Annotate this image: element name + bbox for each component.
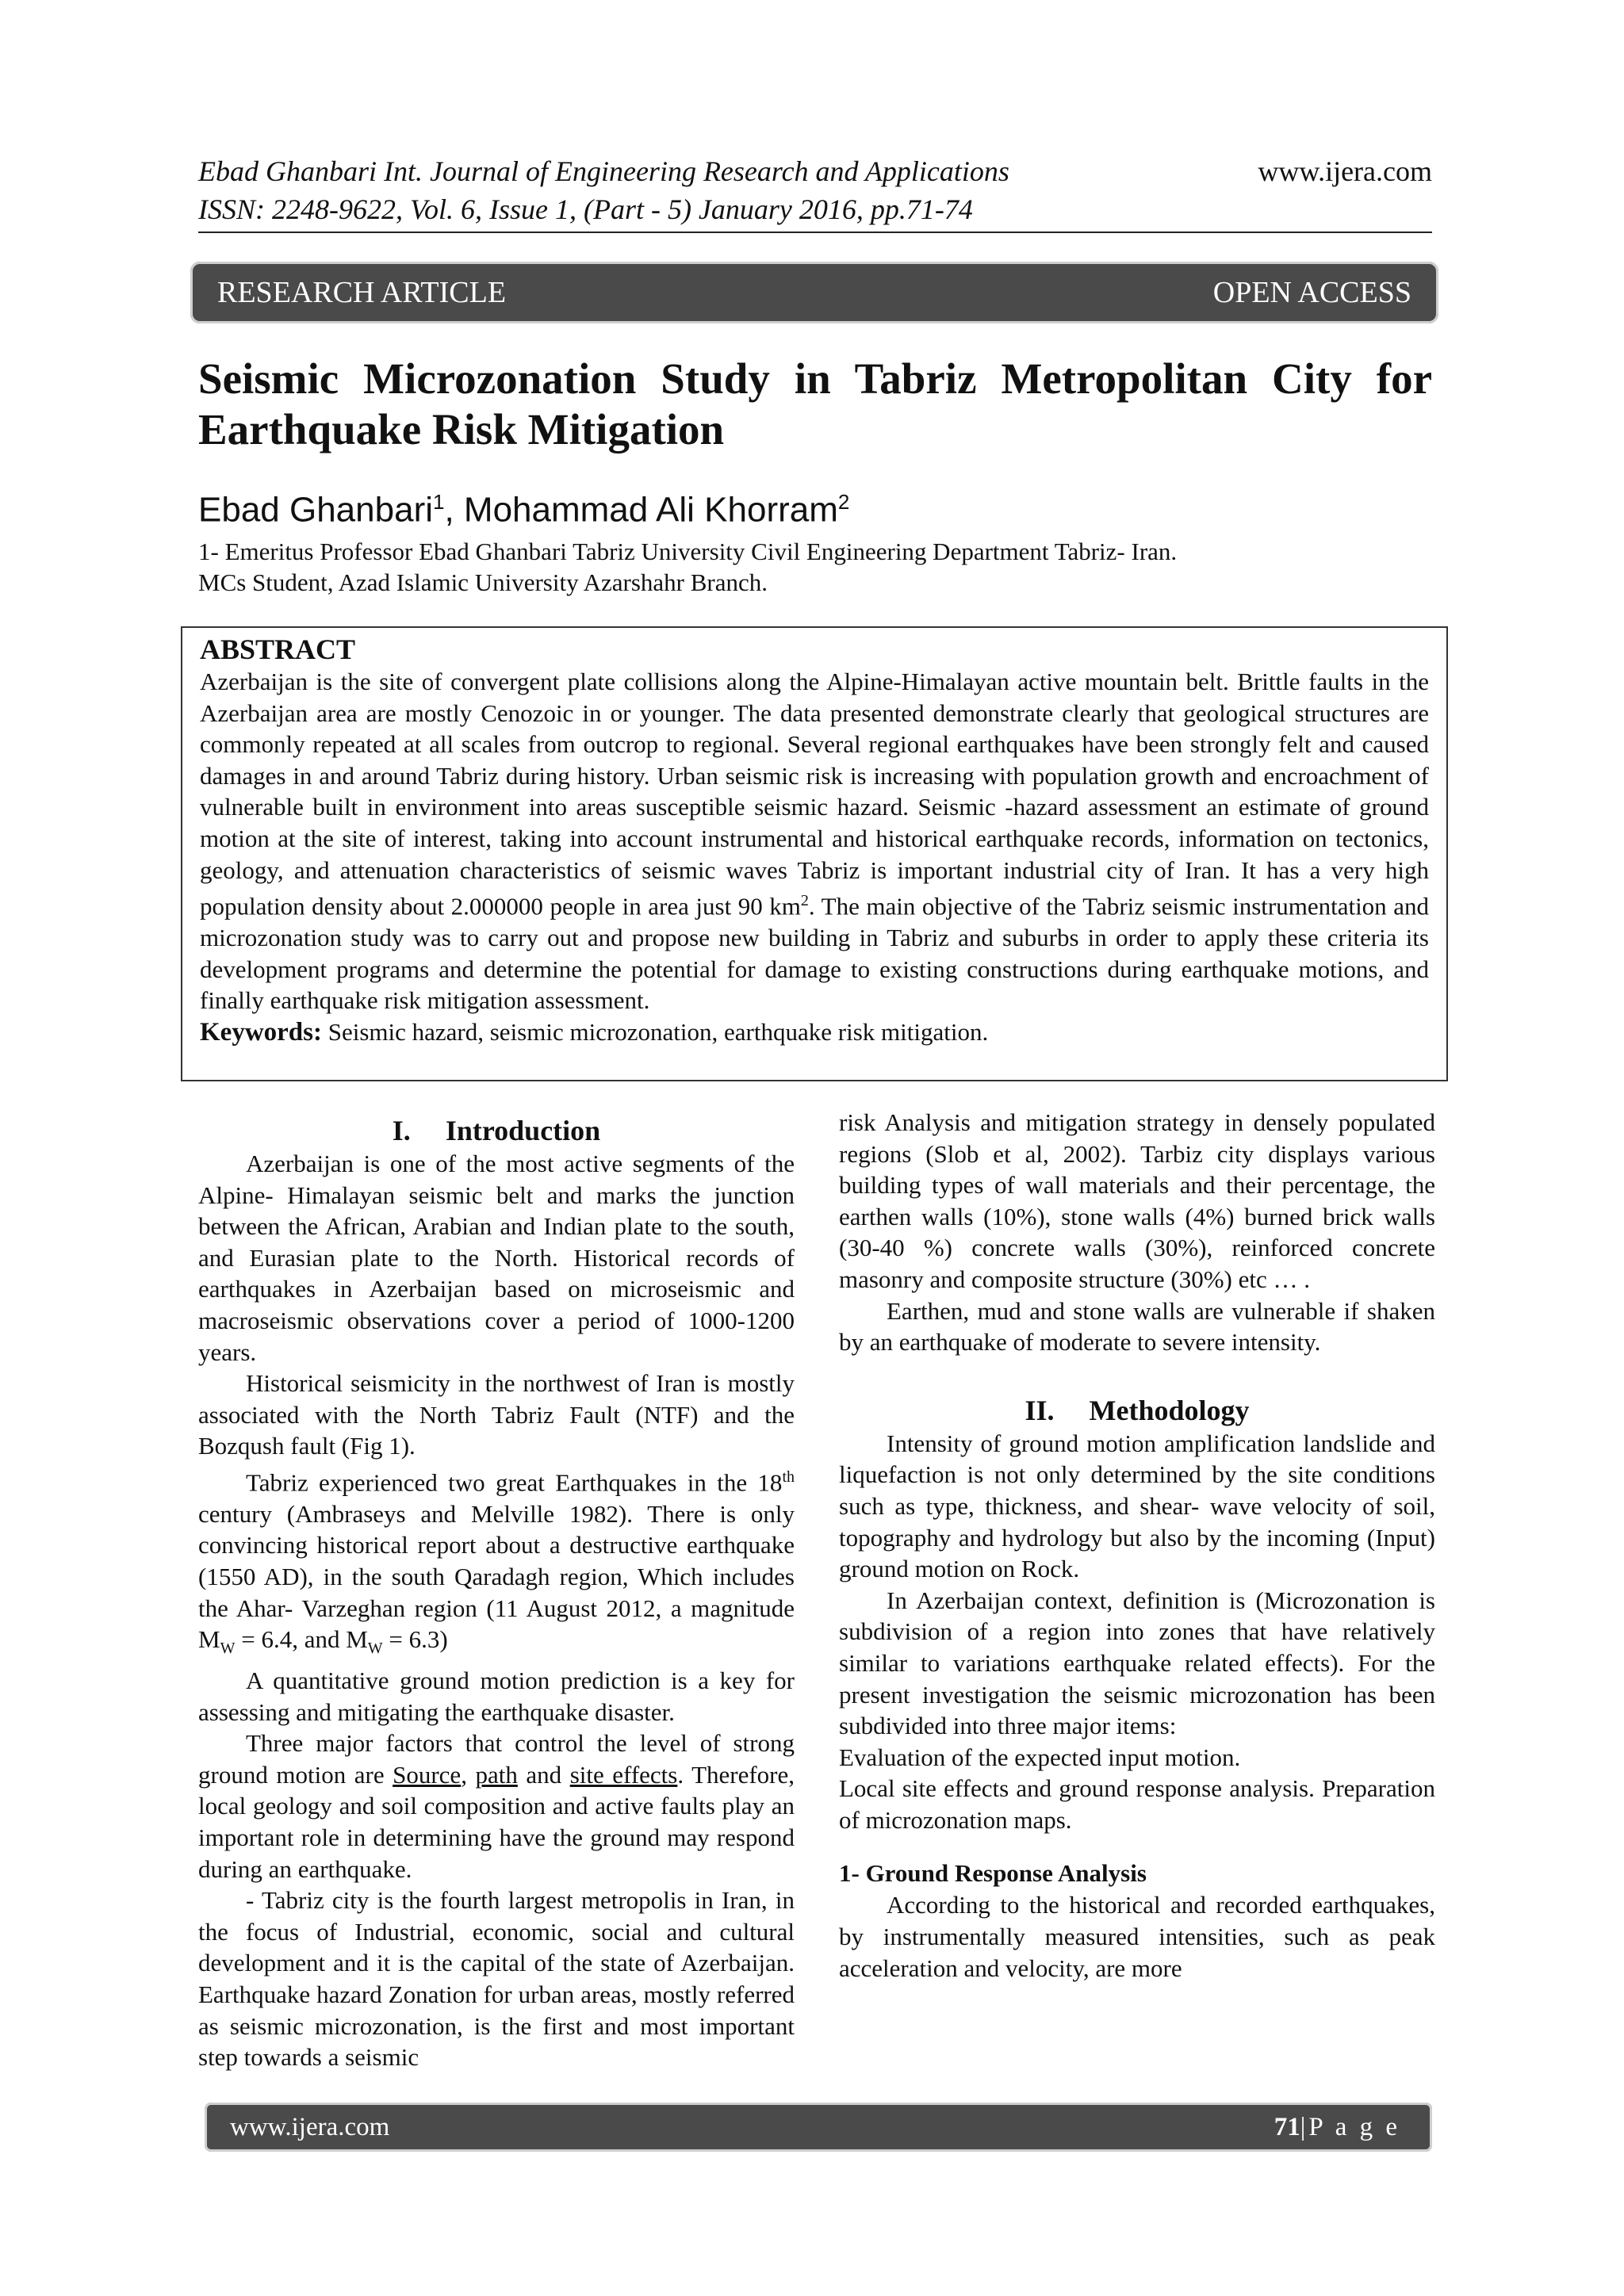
section-number: I. — [392, 1115, 411, 1146]
page-number-value: 71 — [1274, 2112, 1300, 2141]
page-number — [1274, 2113, 1400, 2142]
abstract-heading: ABSTRACT — [200, 633, 356, 665]
method-paragraph-1: Intensity of ground motion amplification landslide and liquefaction is not only determined by the site conditions such as type, thickness, and shear- wave velocity of soil, topography and hydrology but also by the incoming (Input) ground motion on Rock. — [839, 1429, 1435, 1583]
text-run: and — [517, 1760, 570, 1789]
underlined-term-site-effects: site effects — [569, 1760, 678, 1789]
footer-website[interactable]: www.ijera.com — [230, 2112, 390, 2141]
article-type-banner — [190, 262, 1438, 323]
subsection-heading-ground-response: 1- Ground Response Analysis — [839, 1859, 1147, 1888]
text-run: , — [461, 1760, 476, 1789]
intro-paragraph-5 — [198, 1728, 795, 1885]
right-column — [839, 1107, 1435, 1984]
left-column — [198, 1107, 795, 2073]
affiliation-2: MCs Student, Azad Islamic University Azarshahr Branch. — [198, 568, 768, 596]
right-paragraph-2: Earthen, mud and stone walls are vulnerable if shaken by an earthquake of moderate to severe intensity. — [839, 1296, 1435, 1357]
abstract-box — [181, 626, 1448, 1081]
abstract-text-part-1: Azerbaijan is the site of convergent plate collisions along the Alpine-Himalayan active mountain belt. Brittle faults in the Azerbaijan area are mostly Cenozoic in or younger. The data presented demonstrate clearly that geological structures are commonly repeated at all scales from outcrop to regional. Several regional earthquakes have been strongly felt and caused damages in and around Tabriz during history. Urban seismic risk is increasing with population growth and encroachment of vulnerable built in environment into areas susceptible seismic hazard. Seismic -hazard assessment an estimate of ground motion at the site of interest, taking into account instrumental and historical earthquake records, information on tectonics, geology, and attenuation characteristics of seismic waves Tabriz is important industrial city of Iran. It has a very high population density about 2.000000 people in area just 90 km — [200, 668, 1429, 920]
intro-paragraph-1: Azerbaijan is one of the most active segments of the Alpine- Himalayan seismic belt and marks the junction between the African, Arabian and Indian plate to the south, and Eurasian plate to the North. Historical records of earthquakes in Azerbaijan based on microseismic and macroseismic observations cover a period of 1000-1200 years. — [198, 1150, 795, 1366]
method-paragraph-2: In Azerbaijan context, definition is (Microzonation is subdivision of a region into zones that have relatively similar to variations earthquake related effects). For the present investigation the seismic microzonation has been subdivided into three major items: — [839, 1586, 1435, 1740]
section-title: Introduction — [445, 1115, 601, 1146]
right-paragraph-1: risk Analysis and mitigation strategy in densely populated regions (Slob et al, 2002). Tarbiz city displays various building types of wall materials and their percentage, the earthen walls (10%), stone walls (4%) burned brick walls (30-40 %) concrete walls (30%), reinforced concrete masonry and composite structure (30%) etc … . — [839, 1108, 1435, 1293]
author-line — [198, 490, 1432, 530]
keywords-label: Keywords: — [200, 1017, 322, 1047]
affiliation-1: 1- Emeritus Professor Ebad Ghanbari Tabriz University Civil Engineering Department Tabriz- Iran. — [198, 538, 1178, 565]
section-heading-methodology — [839, 1393, 1435, 1428]
underlined-term-source: Source — [393, 1760, 462, 1789]
text-run: . Therefore, local geology and soil composition and active faults play an important role in determining have the ground may respond during an earthquake. — [198, 1760, 795, 1883]
intro-paragraph-4: A quantitative ground motion prediction is a key for assessing and mitigating the earthquake disaster. — [198, 1667, 795, 1726]
abstract-body — [200, 666, 1429, 1016]
underlined-term-path: path — [475, 1760, 518, 1789]
journal-line: Ebad Ghanbari Int. Journal of Engineering Research and Applications — [198, 155, 1009, 187]
section-title: Methodology — [1089, 1394, 1250, 1426]
method-item-2: Local site effects and ground response analysis. Preparation of microzonation maps. — [839, 1774, 1435, 1834]
text-run: Three major factors that control the level of strong ground motion are — [198, 1729, 795, 1789]
author-1: Ebad Ghanbari — [198, 490, 433, 530]
section-gap — [839, 1358, 1435, 1387]
author-2-affil-mark: 2 — [837, 490, 850, 514]
text-run: century (Ambraseys and Melville 1982). There is only convincing historical report about a destructive earthquake (1550 AD), in the south Qaradagh region, Which includes the Ahar- Varzeghan region (11 August 2012, a magnitude M — [198, 1499, 795, 1654]
page-label: |P a g e — [1300, 2112, 1400, 2141]
running-header — [198, 152, 1432, 233]
intro-paragraph-6: - Tabriz city is the fourth largest metropolis in Iran, in the focus of Industrial, economic, social and cultural development and it is the capital of the state of Azerbaijan. Earthquake hazard Zonation for urban areas, mostly referred as seismic microzonation, is the first and most important step towards a seismic — [198, 1886, 795, 2072]
journal-website[interactable]: www.ijera.com — [1258, 155, 1432, 187]
keywords-list: Seismic hazard, seismic microzonation, earthquake risk mitigation. — [321, 1017, 989, 1046]
open-access-label: OPEN ACCESS — [1212, 276, 1411, 309]
text-run: = 6.3) — [382, 1625, 448, 1654]
author-2: Mohammad Ali Khorram — [463, 490, 838, 530]
intro-paragraph-2: Historical seismicity in the northwest of Iran is mostly associated with the North Tabriz Fault (NTF) and the Bozqush fault (Fig 1). — [198, 1369, 795, 1460]
section-heading-introduction — [198, 1113, 795, 1148]
method-item-1: Evaluation of the expected input motion. — [839, 1743, 1241, 1771]
ground-response-paragraph: According to the historical and recorded earthquakes, by instrumentally measured intensities, such as peak acceleration and velocity, are more — [839, 1891, 1435, 1982]
intro-paragraph-3 — [198, 1462, 795, 1665]
subscript: W — [220, 1640, 236, 1658]
author-separator: , — [444, 490, 464, 530]
text-run: = 6.4, and M — [235, 1625, 368, 1654]
subscript: W — [367, 1640, 383, 1658]
research-article-label: RESEARCH ARTICLE — [217, 276, 507, 309]
section-number: II. — [1025, 1394, 1055, 1426]
keywords-line — [200, 1016, 1429, 1049]
abstract-superscript: 2 — [800, 892, 809, 910]
paper-title: Seismic Microzonation Study in Tabriz Metropolitan City for Earthquake Risk Mitigation — [198, 354, 1432, 453]
issn-line: ISSN: 2248-9622, Vol. 6, Issue 1, (Part - 5) January 2016, pp.71-74 — [198, 193, 973, 225]
page-footer — [205, 2103, 1432, 2152]
affiliations — [198, 536, 1432, 598]
author-1-affil-mark: 1 — [433, 490, 445, 514]
text-run: Tabriz experienced two great Earthquakes in the 18 — [246, 1468, 783, 1497]
superscript: th — [782, 1468, 795, 1486]
abstract-text-part-2: . The main objective of the Tabriz seismic instrumentation and microzonation study was to carry out and propose new building in Tabriz and suburbs in order to apply these criteria its development programs and determine the potential for damage to existing constructions during earthquake motions, and finally earthquake risk mitigation assessment. — [200, 892, 1429, 1015]
